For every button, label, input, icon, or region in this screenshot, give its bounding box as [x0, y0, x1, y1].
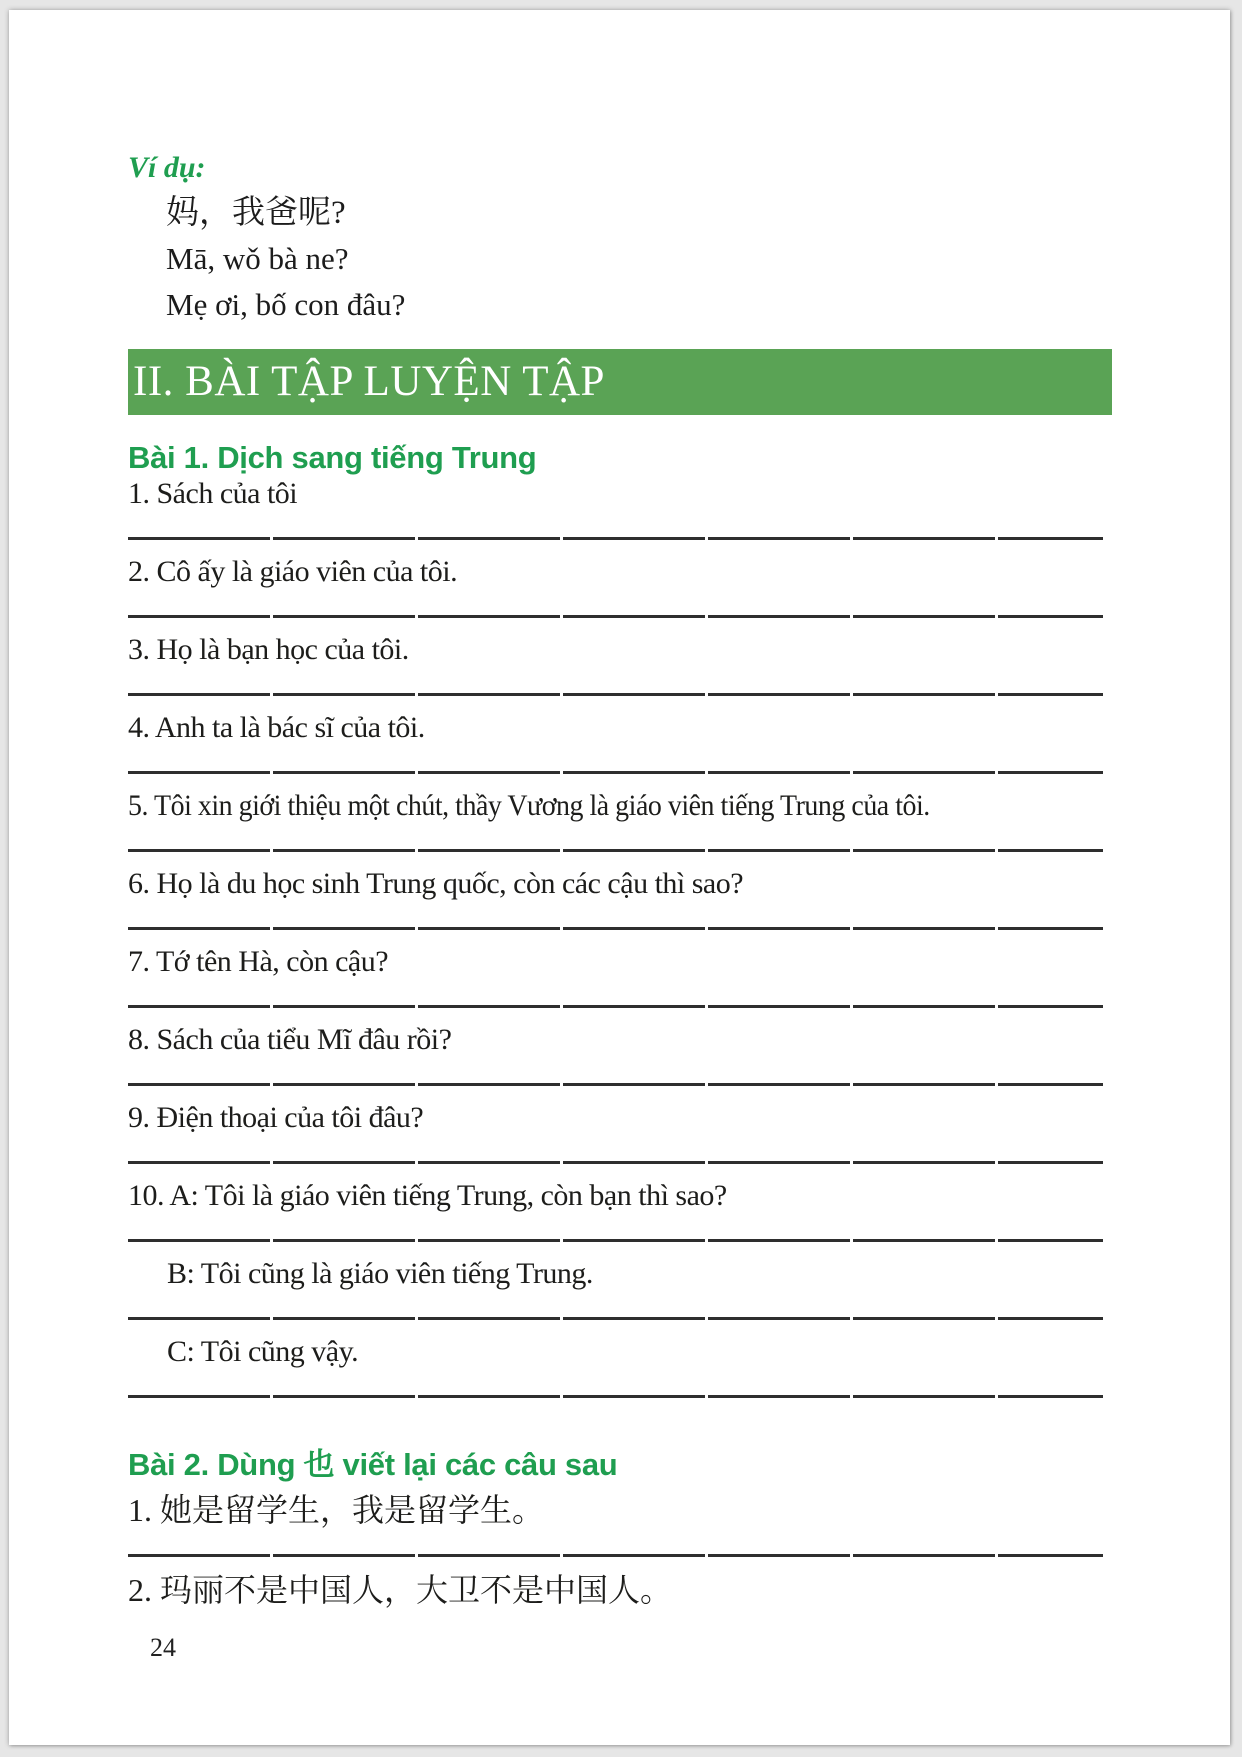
answer-blank-line: [128, 1239, 1103, 1242]
answer-blank-line: [128, 771, 1103, 774]
exercise-item: 3. Họ là bạn học của tôi.: [128, 633, 409, 666]
example-line: 妈，我爸呢?: [166, 195, 346, 231]
exercise-item: 5. Tôi xin giới thiệu một chút, thầy Vương là giáo viên tiếng Trung của tôi.: [128, 789, 930, 822]
exercise-item: 4. Anh ta là bác sĩ của tôi.: [128, 711, 425, 744]
answer-blank-line: [128, 1083, 1103, 1086]
answer-blank-line: [128, 615, 1103, 618]
section-banner-title: II. BÀI TẬP LUYỆN TẬP: [133, 358, 605, 405]
exercise-item: 8. Sách của tiểu Mĩ đâu rồi?: [128, 1023, 452, 1056]
book-page: [9, 10, 1230, 1745]
example-label: Ví dụ:: [128, 151, 206, 184]
answer-blank-line: [128, 693, 1103, 696]
example-block: [128, 10, 1112, 328]
answer-blank-line: [128, 1554, 1103, 1557]
answer-blank-line: [128, 927, 1103, 930]
exercise-item: 2. Cô ấy là giáo viên của tôi.: [128, 555, 458, 588]
page-content: [9, 10, 1112, 1664]
exercise-item: 1. 她是留学生，我是留学生。: [128, 1492, 545, 1528]
exercise-2-title: Bài 2. Dùng 也 viết lại các câu sau: [128, 1447, 618, 1482]
exercise-item: 1. Sách của tôi: [128, 477, 298, 510]
example-lines: [128, 190, 1112, 328]
exercise-item: 2. 玛丽不是中国人，大卫不是中国人。: [128, 1572, 673, 1608]
exercise-1-title: Bài 1. Dịch sang tiếng Trung: [128, 440, 537, 475]
answer-blank-line: [128, 1317, 1103, 1320]
answer-blank-line: [128, 1395, 1103, 1398]
example-line: Mā, wǒ bà ne?: [166, 241, 349, 276]
answer-blank-line: [128, 849, 1103, 852]
exercise-item: 6. Họ là du học sinh Trung quốc, còn các cậu thì sao?: [128, 867, 744, 900]
answer-blank-line: [128, 1005, 1103, 1008]
exercise-item: B: Tôi cũng là giáo viên tiếng Trung.: [167, 1257, 593, 1290]
exercise-item: 7. Tớ tên Hà, còn cậu?: [128, 945, 389, 978]
exercise-item: 10. A: Tôi là giáo viên tiếng Trung, còn bạn thì sao?: [128, 1179, 727, 1212]
exercise-item: C: Tôi cũng vậy.: [167, 1335, 359, 1368]
answer-blank-line: [128, 537, 1103, 540]
exercise-item: 9. Điện thoại của tôi đâu?: [128, 1101, 424, 1134]
example-line: Mẹ ơi, bố con đâu?: [166, 287, 406, 322]
answer-blank-line: [128, 1161, 1103, 1164]
exercise-1-items: [128, 475, 1112, 1398]
exercise-2-items: [128, 1490, 1112, 1610]
section-banner: [128, 349, 1112, 415]
page-number: 24: [150, 1633, 176, 1662]
